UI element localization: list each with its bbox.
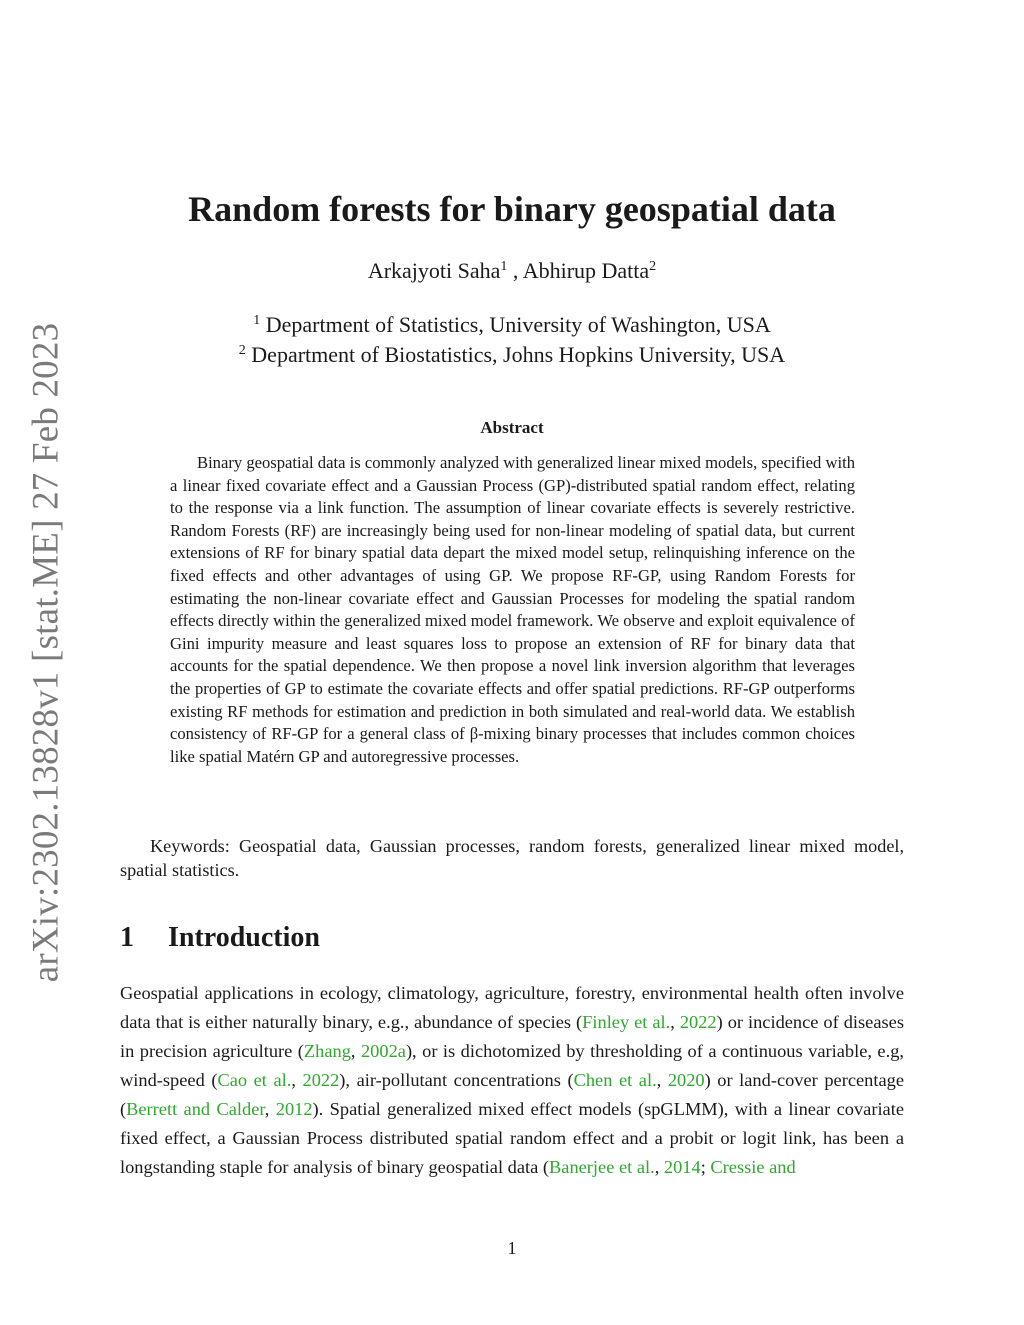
intro-text: ), or is dichotomized by thresholding of a continuous variable, e.g, wind-speed (	[120, 1041, 904, 1090]
author-2-mark: 2	[649, 259, 657, 274]
keywords: Keywords: Geospatial data, Gaussian processes, random forests, generalized linear mixed model, spatial statistics.	[120, 836, 904, 880]
paper-title: Random forests for binary geospatial data	[188, 189, 836, 229]
author-separator: ,	[507, 258, 523, 283]
citation-link[interactable]: Chen et al.	[573, 1070, 657, 1090]
author-1-name: Arkajyoti Saha	[367, 258, 501, 283]
citation-link[interactable]: Cao et al.	[217, 1070, 292, 1090]
affiliation-1	[0, 310, 1024, 340]
intro-text: Geospatial applications in ecology, climatology, agriculture, forestry, environmental health often involve data that is either naturally binary, e.g., abundance of species (	[120, 983, 904, 1032]
intro-text: ,	[670, 1012, 680, 1032]
intro-text: ) or incidence of diseases in precision agriculture (	[120, 1012, 904, 1061]
intro-text: ,	[264, 1099, 276, 1119]
author-2-name: Abhirup Datta	[522, 258, 650, 283]
section-heading	[120, 922, 320, 954]
citation-year-link[interactable]: 2020	[667, 1070, 705, 1090]
intro-text: ,	[291, 1070, 303, 1090]
page-number: 1	[507, 1238, 517, 1258]
intro-text: ), air-pollutant concentrations (	[339, 1070, 574, 1090]
abstract-heading: Abstract	[480, 418, 544, 437]
author-line	[0, 258, 1024, 284]
intro-paragraph	[120, 979, 904, 1182]
abstract-body: Binary geospatial data is commonly analyzed with generalized linear mixed models, specified with a linear fixed covariate effect and a Gaussian Process (GP)-distributed spatial random effect, relating to the response via a link function. The assumption of linear covariate effects is severely restrictive. Random Forests (RF) are increasingly being used for non-linear modeling of spatial data, but current extensions of RF for binary spatial data depart the mixed model setup, relinquishing inference on the fixed effects and other advantages of using GP. We propose RF-GP, using Random Forests for estimating the non-linear covariate effect and Gaussian Processes for modeling the spatial random effects directly within the generalized mixed model framework. We observe and exploit equivalence of Gini impurity measure and least squares loss to propose an extension of RF for binary data that accounts for the spatial dependence. We then propose a novel link inversion algorithm that leverages the properties of GP to estimate the covariate effects and offer spatial predictions. RF-GP outperforms existing RF methods for estimation and prediction in both simulated and real-world data. We establish consistency of RF-GP for a general class of β-mixing binary processes that includes common choices like spatial Matérn GP and autoregressive processes.	[170, 453, 855, 766]
citation-year-link[interactable]: 2012	[275, 1099, 313, 1119]
citation-year-link[interactable]: 2022	[679, 1012, 717, 1032]
section-number: 1	[120, 922, 134, 953]
arxiv-stamp	[18, 322, 74, 983]
citation-year-link[interactable]: 2014	[663, 1157, 701, 1177]
affiliation-2	[0, 340, 1024, 370]
intro-text: ,	[654, 1157, 664, 1177]
citation-year-link[interactable]: 2002a	[360, 1041, 406, 1061]
affiliation-1-text: Department of Statistics, University of Washington, USA	[265, 312, 771, 337]
intro-text: ;	[700, 1157, 711, 1177]
section-title: Introduction	[168, 922, 320, 953]
intro-text: ) or land-cover percentage (	[120, 1070, 904, 1119]
intro-text: ,	[350, 1041, 361, 1061]
citation-link[interactable]: Finley et al.	[582, 1012, 671, 1032]
affiliations	[0, 310, 1024, 370]
intro-text: ). Spatial generalized mixed effect models (spGLMM), with a linear covariate fixed effect, a Gaussian Process distributed spatial random effect and a probit or logit link, has been a longstanding staple for analysis of binary geospatial data (	[120, 1099, 904, 1177]
affiliation-2-mark: 2	[238, 343, 246, 358]
citation-link[interactable]: Cressie and	[710, 1157, 796, 1177]
citation-link[interactable]: Berrett and Calder	[126, 1099, 265, 1119]
citation-link[interactable]: Banerjee et al.	[549, 1157, 655, 1177]
citation-link[interactable]: Zhang	[303, 1041, 351, 1061]
intro-text: ,	[656, 1070, 668, 1090]
arxiv-stamp-text: arXiv:2302.13828v1 [stat.ME] 27 Feb 2023	[25, 322, 67, 983]
citation-year-link[interactable]: 2022	[302, 1070, 340, 1090]
affiliation-1-mark: 1	[253, 313, 261, 328]
affiliation-2-text: Department of Biostatistics, Johns Hopkins University, USA	[251, 342, 786, 367]
author-1-mark: 1	[500, 259, 508, 274]
